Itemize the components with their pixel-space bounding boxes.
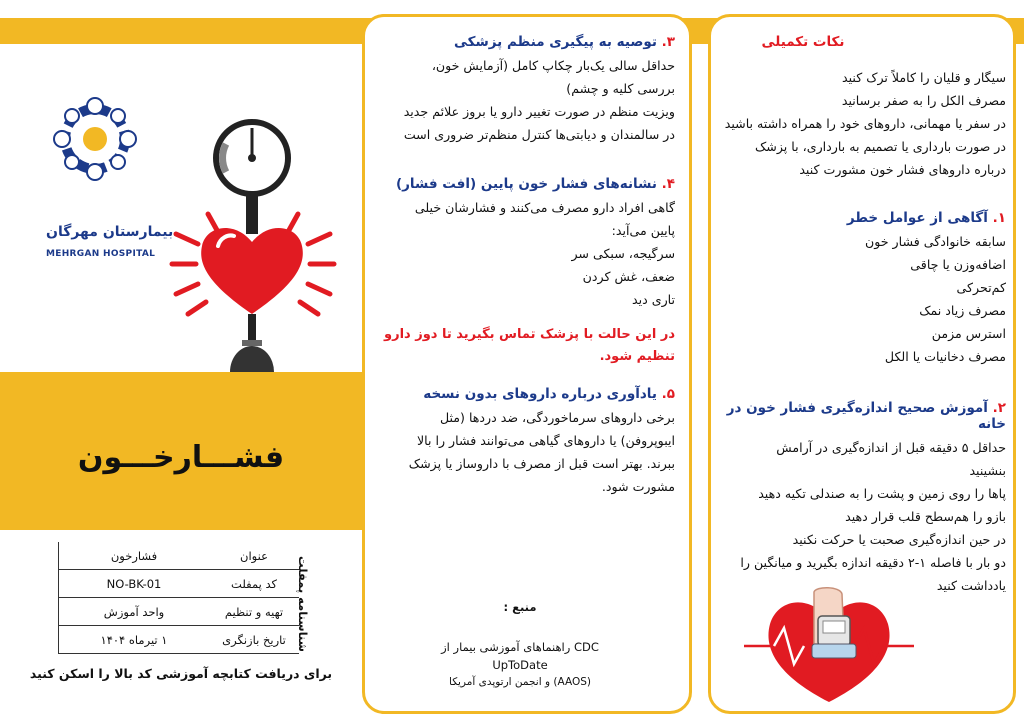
blood-pressure-heart-icon (168, 114, 338, 374)
section-heading: ۳. توصیه به پیگیری منظم پزشکی (454, 34, 675, 50)
text-line: برخی داروهای سرماخوردگی، ضد دردها (مثل (439, 410, 675, 425)
pamphlet-id-table (58, 542, 299, 654)
text-line: استرس مزمن (931, 326, 1006, 341)
source-line: UpToDate (492, 658, 548, 672)
id-key: عنوان (209, 542, 299, 570)
id-key: تاریخ بازنگری (209, 626, 299, 654)
id-card-label: شناسنامه پمفلت (296, 556, 310, 652)
section-5 (375, 386, 675, 498)
text-line: در حین اندازه‌گیری صحبت یا حرکت نکنید (792, 532, 1006, 547)
logo-text-en: MEHRGAN HOSPITAL (46, 249, 156, 259)
text-line: مصرف الکل را به صفر برسانید (841, 93, 1006, 108)
table-row (59, 570, 300, 598)
warning-text: در این حالت با پزشک تماس بگیرید تا دوز دارو تنظیم شود. (384, 327, 675, 364)
section-heading: ۲. آموزش صحیح اندازه‌گیری فشار خون در خانه (726, 400, 1006, 432)
text-line: سیگار و قلیان را کاملاً ترک کنید (841, 70, 1006, 85)
page-title: فشـــارخـــون (77, 440, 285, 475)
text-line: یادداشت کنید (936, 578, 1006, 593)
text-line: مصرف دخانیات یا الکل (884, 349, 1006, 364)
table-row (59, 626, 300, 654)
text-line: مشورت شود. (601, 479, 675, 494)
text-line: ویزیت منظم در صورت تغییر دارو یا بروز علائم جدید (403, 104, 675, 119)
text-line: بررسی کلیه و چشم) (566, 81, 675, 96)
hospital-logo-icon (50, 94, 140, 184)
text-line: ایبوپروفن) یا داروهای گیاهی می‌توانند فشار را بالا (416, 433, 675, 448)
table-row (59, 598, 300, 626)
id-key: کد پمفلت (209, 570, 299, 598)
heart-bp-monitor-icon (744, 584, 914, 704)
text-line: در سالمندان و دیابتی‌ها کنترل منظم‌تر ضروری است (403, 127, 675, 142)
id-value: NO-BK-01 (59, 570, 210, 598)
source-line: و انجمن ارتوپدی آمریکا (AAOS) (449, 676, 591, 688)
source-line: راهنماهای آموزشی بیمار از CDC (441, 640, 599, 654)
text-line: پاها را روی زمین و پشت را به صندلی تکیه دهید (758, 486, 1006, 501)
section-heading: نکات تکمیلی (761, 34, 845, 50)
text-line: ضعف، غش کردن (582, 269, 675, 284)
text-line: ببرند. بهتر است قبل از مصرف با داروساز یا پزشک (408, 456, 675, 471)
text-line: بازو را هم‌سطح قلب قرار دهید (845, 509, 1006, 524)
id-value: فشارخون (59, 542, 210, 570)
id-value: واحد آموزش (59, 598, 210, 626)
text-line: پایین می‌آید: (611, 223, 675, 238)
text-line: دو بار با فاصله ۱-۲ دقیقه اندازه بگیرید و میانگین را (740, 555, 1006, 570)
text-line: گاهی افراد دارو مصرف می‌کنند و فشارشان خیلی (414, 200, 675, 215)
text-line: حداقل ۵ دقیقه قبل از اندازه‌گیری در آرامش (776, 440, 1006, 455)
text-line: کم‌تحرکی (956, 280, 1006, 295)
text-line: بنشینید (969, 463, 1006, 478)
cover-panel (0, 44, 362, 372)
text-line: مصرف زیاد نمک (919, 303, 1006, 318)
id-key: تهیه و تنظیم (209, 598, 299, 626)
text-line: درباره داروهای فشار خون مشورت کنید (799, 162, 1006, 177)
text-line: اضافه‌وزن یا چاقی (910, 257, 1006, 272)
logo-text-fa: بیمارستان مهرگان (46, 224, 174, 240)
text-line: سابقه خانوادگی فشار خون (865, 234, 1006, 249)
section-heading: ۴. نشانه‌های فشار خون پایین (افت فشار) (395, 176, 675, 192)
extra-tips (720, 34, 1006, 181)
text-line: در سفر یا مهمانی، داروهای خود را همراه داشته باشید (724, 116, 1006, 131)
text-line: حداقل سالی یک‌بار چکاپ کامل (آزمایش خون، (431, 58, 675, 73)
text-line: تاری دید (631, 292, 675, 307)
table-row (59, 542, 300, 570)
section-3 (375, 34, 675, 146)
text-line: سرگیجه، سبکی سر (571, 246, 675, 261)
section-heading: ۵. یادآوری درباره داروهای بدون نسخه (423, 386, 675, 402)
section-4 (375, 176, 675, 381)
id-value: ۱ تیرماه ۱۴۰۴ (59, 626, 210, 654)
sources-label: منبع : (503, 600, 537, 614)
section-heading: ۱. آگاهی از عوامل خطر (846, 210, 1006, 226)
text-line: در صورت بارداری یا تصمیم به بارداری، با پزشک (755, 139, 1006, 154)
scan-note: برای دریافت کتابچه آموزشی کد بالا را اسکن کنید (29, 666, 333, 681)
section-2 (720, 400, 1006, 597)
section-1 (720, 210, 1006, 368)
